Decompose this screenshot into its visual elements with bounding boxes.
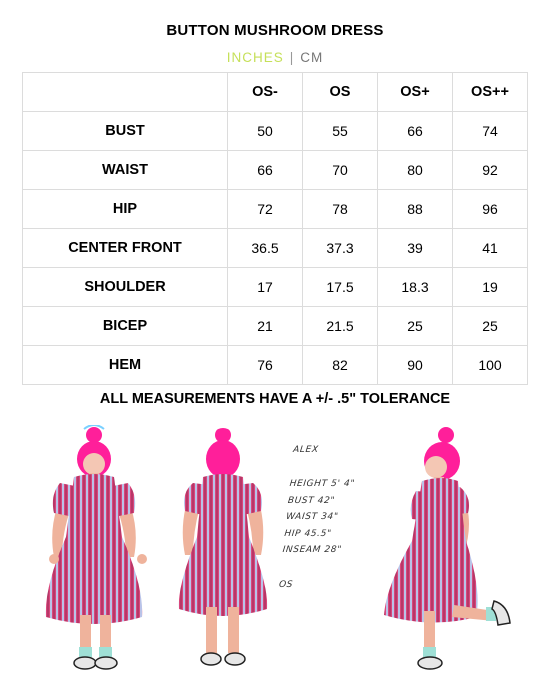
table-cell: 21.5	[303, 307, 378, 346]
table-row	[23, 190, 528, 229]
table-cell: 17	[228, 268, 303, 307]
table-cell: 18.3	[378, 268, 453, 307]
table-cell: 88	[378, 190, 453, 229]
table-cell: 39	[378, 229, 453, 268]
unit-separator: |	[289, 50, 295, 65]
unit-inches-option[interactable]: INCHES	[226, 50, 284, 65]
table-cell: 80	[378, 151, 453, 190]
model-stat: BUST 42"	[287, 495, 336, 506]
row-label: SHOULDER	[23, 268, 228, 307]
header-size: OS+	[378, 73, 453, 112]
table-cell: 76	[228, 346, 303, 385]
model-size-worn: OS	[278, 580, 294, 591]
header-size: OS-	[228, 73, 303, 112]
table-cell: 92	[453, 151, 528, 190]
table-cell: 82	[303, 346, 378, 385]
table-row	[23, 268, 528, 307]
table-cell: 50	[228, 112, 303, 151]
model-stat: WAIST 34"	[285, 512, 339, 523]
table-row	[23, 151, 528, 190]
table-cell: 66	[378, 112, 453, 151]
table-cell: 90	[378, 346, 453, 385]
table-cell: 55	[303, 112, 378, 151]
model-photo-side	[368, 425, 523, 675]
table-cell: 25	[453, 307, 528, 346]
table-header-row	[23, 73, 528, 112]
row-label: HEM	[23, 346, 228, 385]
header-size: OS++	[453, 73, 528, 112]
table-row	[23, 307, 528, 346]
product-title: BUTTON MUSHROOM DRESS	[166, 22, 384, 39]
table-cell: 96	[453, 190, 528, 229]
header-corner-cell	[23, 73, 228, 112]
model-name: ALEX	[292, 445, 320, 455]
row-label: WAIST	[23, 151, 228, 190]
table-cell: 17.5	[303, 268, 378, 307]
table-row	[23, 346, 528, 385]
table-cell: 36.5	[228, 229, 303, 268]
table-cell: 41	[453, 229, 528, 268]
header-size: OS	[303, 73, 378, 112]
table-cell: 19	[453, 268, 528, 307]
table-cell: 25	[378, 307, 453, 346]
unit-cm-option[interactable]: CM	[300, 50, 324, 65]
table-cell: 72	[228, 190, 303, 229]
model-stat: INSEAM 28"	[282, 545, 343, 556]
table-row	[23, 229, 528, 268]
table-row	[23, 112, 528, 151]
table-cell: 78	[303, 190, 378, 229]
unit-toggle	[0, 50, 550, 65]
table-cell: 66	[228, 151, 303, 190]
table-cell: 70	[303, 151, 378, 190]
model-stat: HEIGHT 5' 4"	[288, 479, 356, 490]
model-photo-back	[165, 425, 280, 675]
table-cell: 21	[228, 307, 303, 346]
row-label: BUST	[23, 112, 228, 151]
tolerance-note: ALL MEASUREMENTS HAVE A +/- .5" TOLERANCE	[99, 391, 451, 407]
table-cell: 37.3	[303, 229, 378, 268]
table-cell: 74	[453, 112, 528, 151]
row-label: CENTER FRONT	[23, 229, 228, 268]
size-chart-table	[22, 72, 528, 385]
row-label: HIP	[23, 190, 228, 229]
row-label: BICEP	[23, 307, 228, 346]
table-cell: 100	[453, 346, 528, 385]
model-photo-front	[32, 425, 167, 675]
model-stat: HIP 45.5"	[283, 528, 333, 539]
